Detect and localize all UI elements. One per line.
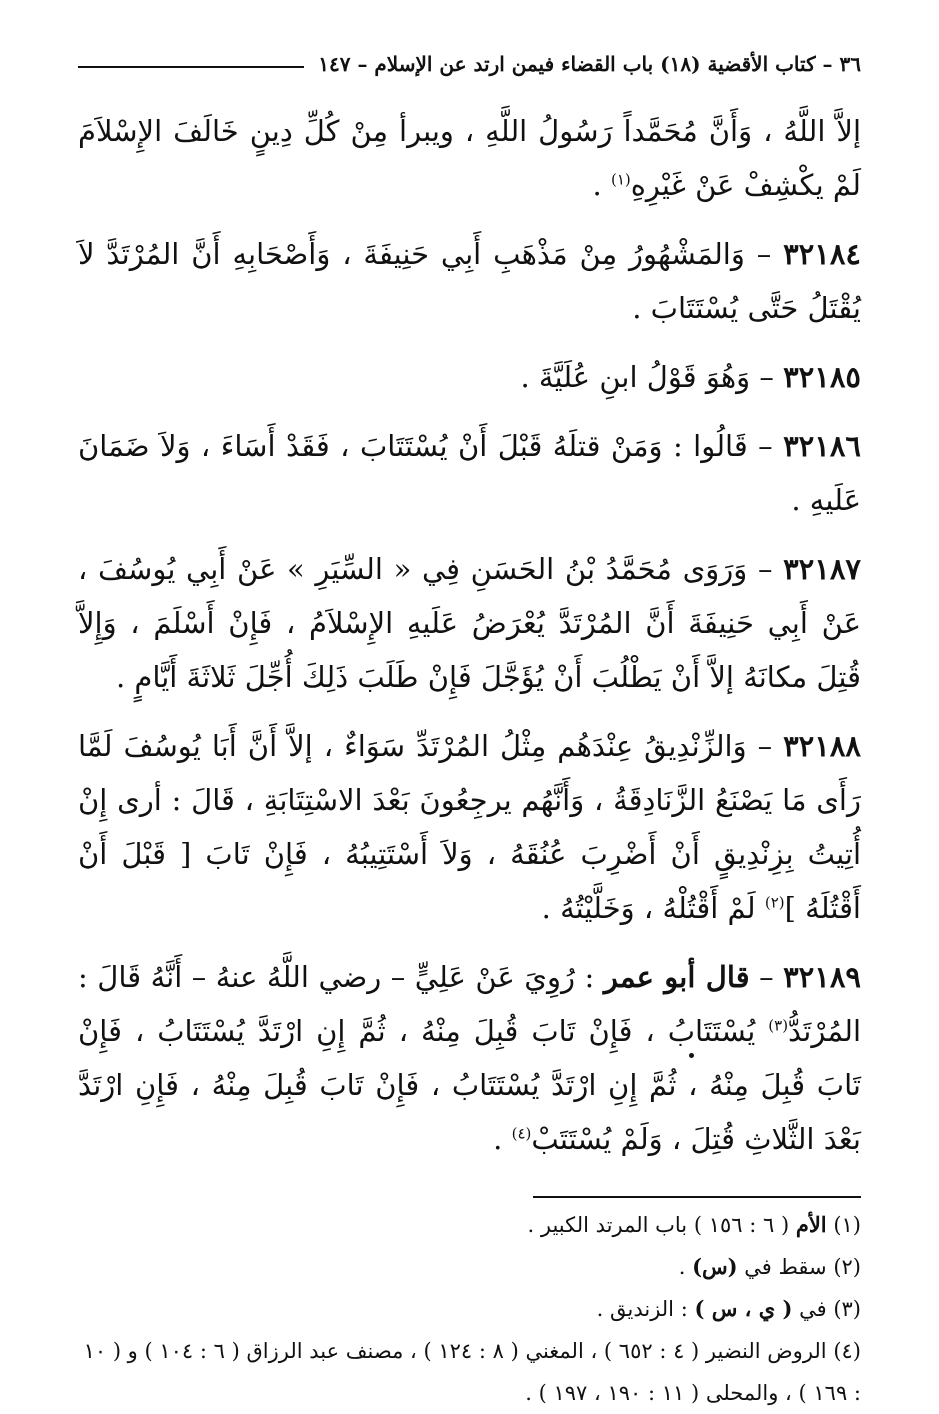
footnote-text-end: : الزنديق . [596, 1297, 695, 1321]
footnote-separator [533, 1196, 861, 1198]
main-text [78, 104, 861, 1166]
footnote-text-end: . [678, 1255, 693, 1279]
footnote-text: سقط في [737, 1255, 827, 1279]
footnotes [78, 1204, 861, 1414]
paragraph-text: – وَالزِّنْدِيقُ عِنْدَهُم مِثْلُ المُرْتَدِّ سَوَاءٌ ، إلاَّ أَنَّ أَبَا يُوسُفَ لَمَّا رَأَى مَا يَصْنَعُ الزَّنَادِقَةُ ، وَأَنَّهُم يرجِعُونَ بَعْدَ الاسْتِتَابَةِ ، قَالَ : أرى إِنْ أُتِيتُ بِزِنْدِيقٍ أَنْ أَضْرِبَ عُنُقَهُ ، وَلاَ أَسْتَتِيبُهُ ، فَإِنْ تَابَ [ قَبْلَ أَنْ أَقْتُلَهُ ] [78, 729, 861, 925]
footnote-2 [78, 1246, 861, 1288]
paragraph-text: – وَهُوَ قَوْلُ ابنِ عُلَيَّةَ . [520, 360, 784, 394]
footnote-text: في [792, 1297, 827, 1321]
paragraph-32187 [78, 542, 861, 704]
paragraph-32185 [78, 350, 861, 404]
paragraph-number: ٣٢١٨٥ [783, 360, 861, 394]
running-header [78, 40, 861, 76]
paragraph-text: – قَالُوا : وَمَنْ قتلَهُ قَبْلَ أَنْ يُسْتَتَابَ ، فَقَدْ أَسَاءَ ، وَلاَ ضَمَانَ عَلَيهِ . [78, 429, 861, 517]
paragraph-number: ٣٢١٨٨ [783, 729, 861, 763]
footnote-4 [78, 1330, 861, 1414]
footnote-number: (٣) [826, 1297, 861, 1321]
center-dot [689, 1053, 694, 1058]
paragraph-text: – وَالمَشْهُورُ مِنْ مَذْهَبِ أَبِي حَنِيفَةَ ، وَأَصْحَابِهِ أَنَّ المُرْتَدَّ لاَ يُقْتَلُ حَتَّى يُسْتَتَابَ . [78, 237, 861, 325]
footnote-number: (٤) [826, 1339, 861, 1363]
paragraph-text-end: لَمْ أَقْتُلْهُ ، وَخَلَّيْتُهُ . [541, 891, 765, 925]
footnote-number: (١) [826, 1213, 861, 1237]
paragraph-dash: – [749, 960, 784, 994]
speaker-label: قال أبو عمر [603, 960, 750, 994]
footnote-ref-2: (٢) [764, 893, 785, 912]
paragraph-number: ٣٢١٨٩ [783, 960, 861, 994]
footnote-3 [78, 1288, 861, 1330]
paragraph-text-end: . [493, 1122, 512, 1156]
paragraph-32184 [78, 227, 861, 335]
paragraph-text: – وَرَوَى مُحَمَّدُ بْنُ الحَسَنِ فِي « السِّيَرِ » عَنْ أَبِي يُوسُفَ ، عَنْ أَبِي حَنِيفَةَ أَنَّ المُرْتَدَّ يُعْرَضُ عَلَيهِ الإِسْلاَمُ ، فَإِنْ أَسْلَمَ ، وَإِلاَّ قُتِلَ مكانَهُ إلاَّ أَنْ يَطْلُبَ أَنْ يُؤَجَّلَ فَإِنْ طَلَبَ ذَلِكَ أُجِّلَ ثَلاثَةَ أَيَّامٍ . [78, 552, 861, 694]
footnote-text: ( ٦ : ١٥٦ ) باب المرتد الكبير . [527, 1213, 796, 1237]
footnote-source: (س) [692, 1254, 738, 1279]
paragraph-32189 [78, 950, 861, 1166]
footnote-source: الأم [795, 1212, 827, 1237]
footnote-1 [78, 1204, 861, 1246]
intro-paragraph [78, 104, 861, 212]
footnote-ref-3: (٣) [768, 1016, 789, 1035]
footnote-text: الروض النضير ( ٤ : ٦٥٢ ) ، المغني ( ٨ : ١٢٤ ) ، مصنف عبد الرزاق ( ٦ : ١٠٤ ) و ( ١٠ : ١٦٩ ) ، والمحلى ( ١١ : ١٩٠ ، ١٩٧ ) . [83, 1339, 861, 1405]
paragraph-number: ٣٢١٨٦ [783, 429, 861, 463]
header-rule [78, 66, 304, 68]
paragraph-number: ٣٢١٨٤ [783, 237, 861, 271]
paragraph-32188 [78, 719, 861, 935]
footnote-source: ( ي ، س ) [694, 1296, 793, 1321]
paragraph-text: : رُوِيَ عَنْ عَلِيٍّ – رضي اللَّهُ عنهُ – أَنَّهُ قَالَ : المُرْتَدُّ [78, 960, 861, 1048]
paragraph-number: ٣٢١٨٧ [783, 552, 861, 586]
footnote-ref-4: (٤) [511, 1124, 532, 1143]
header-title: ٣٦ – كتاب الأقضية (١٨) باب القضاء فيمن ارتد عن الإسلام – ١٤٧ [318, 52, 861, 76]
footnote-ref-1: (١) [610, 170, 631, 189]
footnote-number: (٢) [826, 1255, 861, 1279]
paragraph-text-mid: يُسْتَتَابُ ، فَإِنْ تَابَ قُبِلَ مِنْهُ ، ثُمَّ إِنِ ارْتَدَّ يُسْتَتَابُ ، فَإِنْ تَابَ قُبِلَ مِنْهُ ، ثُمَّ إِنِ ارْتَدَّ يُسْتَتَابُ ، فَإِنْ تَابَ قُبِلَ مِنْهُ ، فَإِنِ ارْتَدَّ بَعْدَ الثَّلاثِ قُتِلَ ، وَلَمْ يُسْتَتَبْ [78, 1014, 861, 1156]
intro-text: إلاَّ اللَّهُ ، وَأَنَّ مُحَمَّداً رَسُولُ اللَّهِ ، ويبرأ مِنْ كُلِّ دِينٍ خَالَفَ الإِسْلاَمَ لَمْ يكْشِفْ عَنْ غَيْرِهِ [78, 114, 862, 202]
intro-end: . [592, 168, 611, 202]
paragraph-32186 [78, 419, 861, 527]
